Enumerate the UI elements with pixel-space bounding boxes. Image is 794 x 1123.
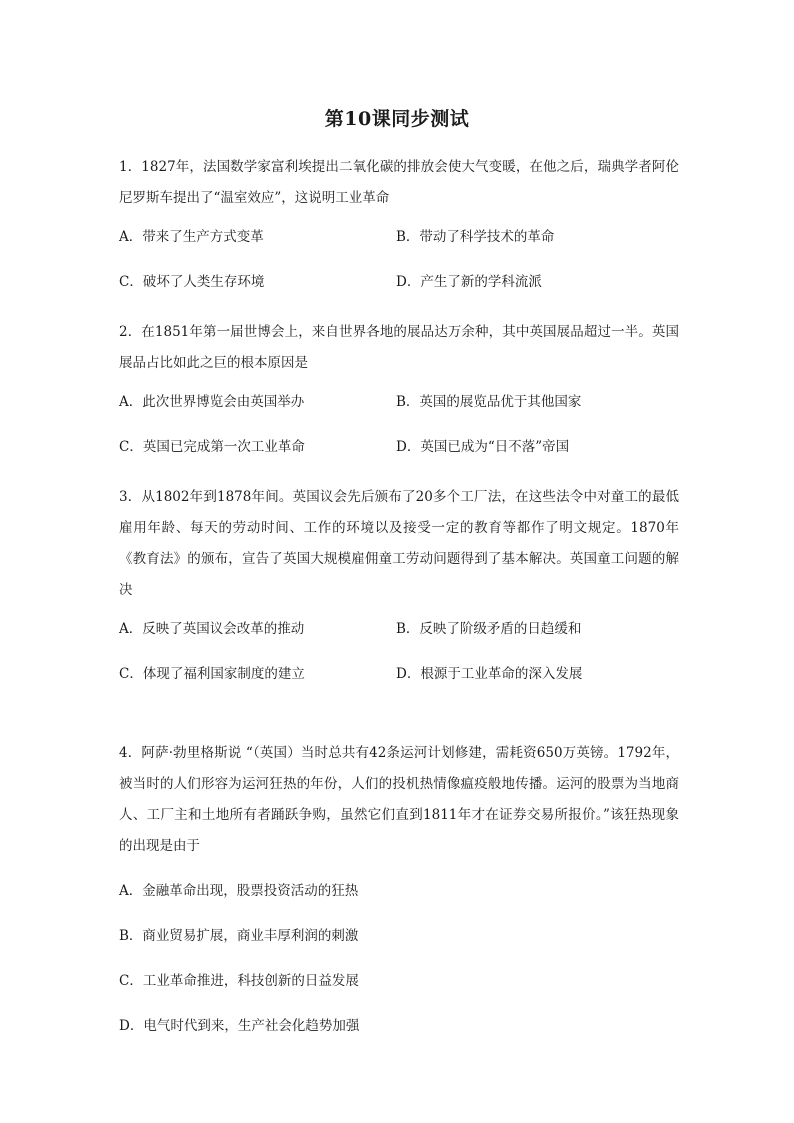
question-options — [119, 866, 679, 1046]
option-d: D．产生了新的学科流派 — [396, 273, 542, 290]
option-a: A．金融革命出现，股票投资活动的狂热 — [119, 882, 359, 899]
question-stem: 2．在1851年第一届世博会上，来自世界各地的展品达万余种，其中英国展品超过一半。英国展品占比如此之巨的根本原因是 — [119, 324, 679, 371]
option-d: D．电气时代到来，生产社会化趋势加强 — [119, 1017, 360, 1034]
option-d: D．英国已成为“日不落”帝国 — [396, 438, 570, 455]
question-stem: 1．1827年，法国数学家富利埃提出二氧化碳的排放会使大气变暖，在他之后，瑞典学者阿伦尼罗斯车提出了“温室效应”，这说明工业革命 — [119, 159, 679, 206]
option-b: B．带动了科学技术的革命 — [396, 228, 555, 245]
option-c: C．英国已完成第一次工业革命 — [119, 438, 305, 455]
option-c: C．破坏了人类生存环境 — [119, 273, 265, 290]
option-a: A．带来了生产方式变革 — [119, 228, 264, 245]
option-b: B．反映了阶级矛盾的日趋缓和 — [396, 620, 582, 637]
option-d: D．根源于工业革命的深入发展 — [396, 665, 583, 682]
option-a: A．此次世界博览会由英国举办 — [119, 393, 305, 410]
option-b: B．商业贸易扩展，商业丰厚利润的刺激 — [119, 927, 359, 944]
question-stem: 3．从1802年到1878年间。英国议会先后颁布了20多个工厂法，在这些法令中对童工的最低雇用年龄、每天的劳动时间、工作的环境以及接受一定的教育等都作了明文规定。1870年《教育法》的颁布，宣告了英国大规模雇佣童工劳动问题得到了基本解决。英国童工问题的解决 — [119, 489, 679, 598]
option-c: C．体现了福利国家制度的建立 — [119, 665, 305, 682]
question-stem: 4．阿萨·勃里格斯说 “（英国）当时总共有42条运河计划修建，需耗资650万英镑。1792年，被当时的人们形容为运河狂热的年份，人们的投机热情像瘟疫般地传播。运河的股票为当地商人、工厂主和土地所有者踊跃争购，虽然它们直到1811年才在证券交易所报价。”该狂热现象的出现是由于 — [119, 745, 679, 854]
question-options — [119, 379, 679, 469]
question-options — [119, 214, 679, 304]
option-b: B．英国的展览品优于其他国家 — [396, 393, 582, 410]
question-3 — [119, 482, 679, 696]
page-title: 第10课同步测试 — [324, 108, 470, 130]
option-a: A．反映了英国议会改革的推动 — [119, 620, 305, 637]
question-4 — [119, 738, 679, 1046]
option-c: C．工业革命推进，科技创新的日益发展 — [119, 972, 359, 989]
question-1 — [119, 152, 679, 304]
question-options — [119, 606, 679, 696]
question-2 — [119, 317, 679, 469]
